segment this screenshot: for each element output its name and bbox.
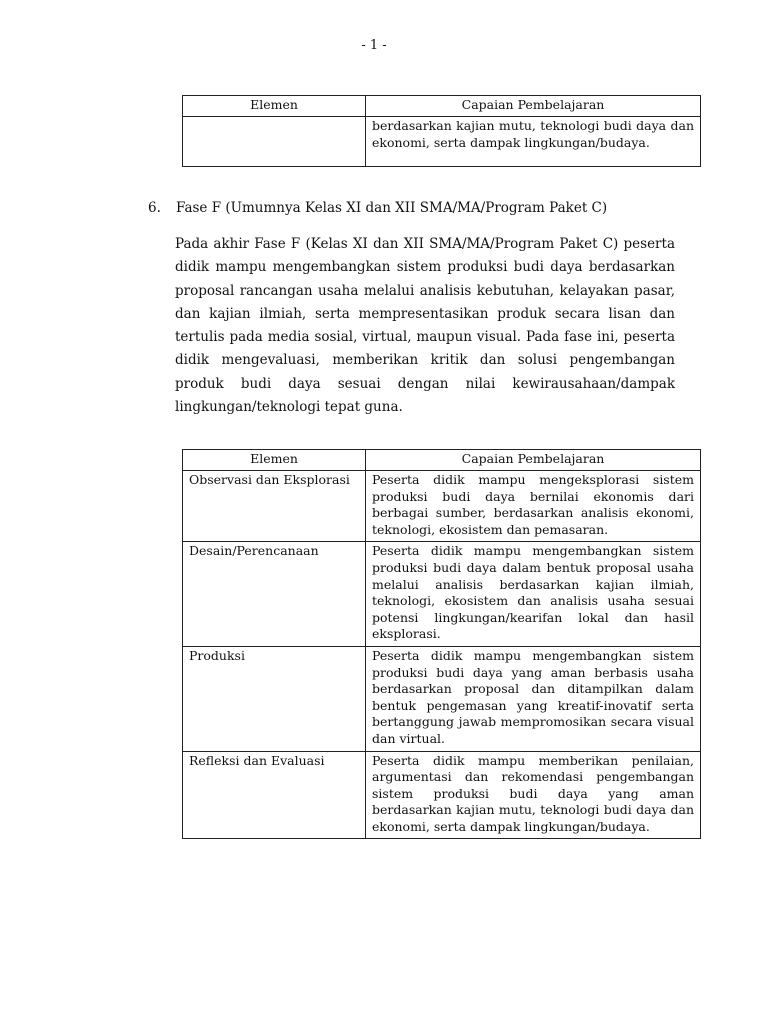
- capaian-cell: Peserta didik mampu mengeksplorasi sistem produksi budi daya bernilai ekonomis dari berbagai sumber, berdasarkan analisis ekonomi, teknologi, ekosistem dan pemasaran.: [366, 471, 701, 542]
- capaian-cell: Peserta didik mampu memberikan penilaian, argumentasi dan rekomendasi pengembangan sistem produksi budi daya yang aman berdasarkan kajian mutu, teknologi budi daya dan ekonomi, serta dampak lingkungan/budaya.: [366, 751, 701, 839]
- elemen-cell: Produksi: [183, 646, 366, 751]
- section-heading: [148, 200, 607, 216]
- elemen-cell: [183, 117, 366, 167]
- achievement-table-continued: [182, 95, 701, 167]
- table-header-row: [183, 450, 701, 471]
- header-elemen: Elemen: [183, 450, 366, 471]
- table-row: [183, 471, 701, 542]
- header-capaian: Capaian Pembelajaran: [366, 450, 701, 471]
- table-row: [183, 117, 701, 167]
- table-row: [183, 542, 701, 647]
- section-title: Fase F (Umumnya Kelas XI dan XII SMA/MA/Program Paket C): [176, 200, 608, 216]
- section-paragraph: Pada akhir Fase F (Kelas XI dan XII SMA/MA/Program Paket C) peserta didik mampu mengembangkan sistem produksi budi daya berdasarkan proposal rancangan usaha melalui analisis kebutuhan, kelayakan pasar, dan kajian ilmiah, serta mempresentasikan produk secara lisan dan tertulis pada media sosial, virtual, maupun visual. Pada fase ini, peserta didik mengevaluasi, memberikan kritik dan solusi pengembangan produk budi daya sesuai dengan nilai kewirausahaan/dampak lingkungan/teknologi tepat guna.: [175, 236, 675, 416]
- header-elemen: Elemen: [183, 96, 366, 117]
- table-header-row: [183, 96, 701, 117]
- table-row: [183, 751, 701, 839]
- elemen-cell: Refleksi dan Evaluasi: [183, 751, 366, 839]
- capaian-cell: Peserta didik mampu mengembangkan sistem produksi budi daya yang aman berbasis usaha berdasarkan proposal dan ditampilkan dalam bentuk pengemasan yang kreatif-inovatif serta bertanggung jawab mempromosikan secara visual dan virtual.: [366, 646, 701, 751]
- capaian-cell: berdasarkan kajian mutu, teknologi budi daya dan ekonomi, serta dampak lingkungan/budaya.: [366, 117, 701, 167]
- section-number: 6.: [148, 200, 161, 216]
- header-capaian: Capaian Pembelajaran: [366, 96, 701, 117]
- elemen-cell: Desain/Perencanaan: [183, 542, 366, 647]
- achievement-table-fase-f: [182, 449, 701, 839]
- page-number: - 1 -: [361, 38, 387, 53]
- capaian-cell: Peserta didik mampu mengembangkan sistem produksi budi daya dalam bentuk proposal usaha melalui analisis berdasarkan kajian ilmiah, teknologi, ekosistem dan analisis usaha sesuai potensi lingkungan/kearifan lokal dan hasil eksplorasi.: [366, 542, 701, 647]
- table-row: [183, 646, 701, 751]
- elemen-cell: Observasi dan Eksplorasi: [183, 471, 366, 542]
